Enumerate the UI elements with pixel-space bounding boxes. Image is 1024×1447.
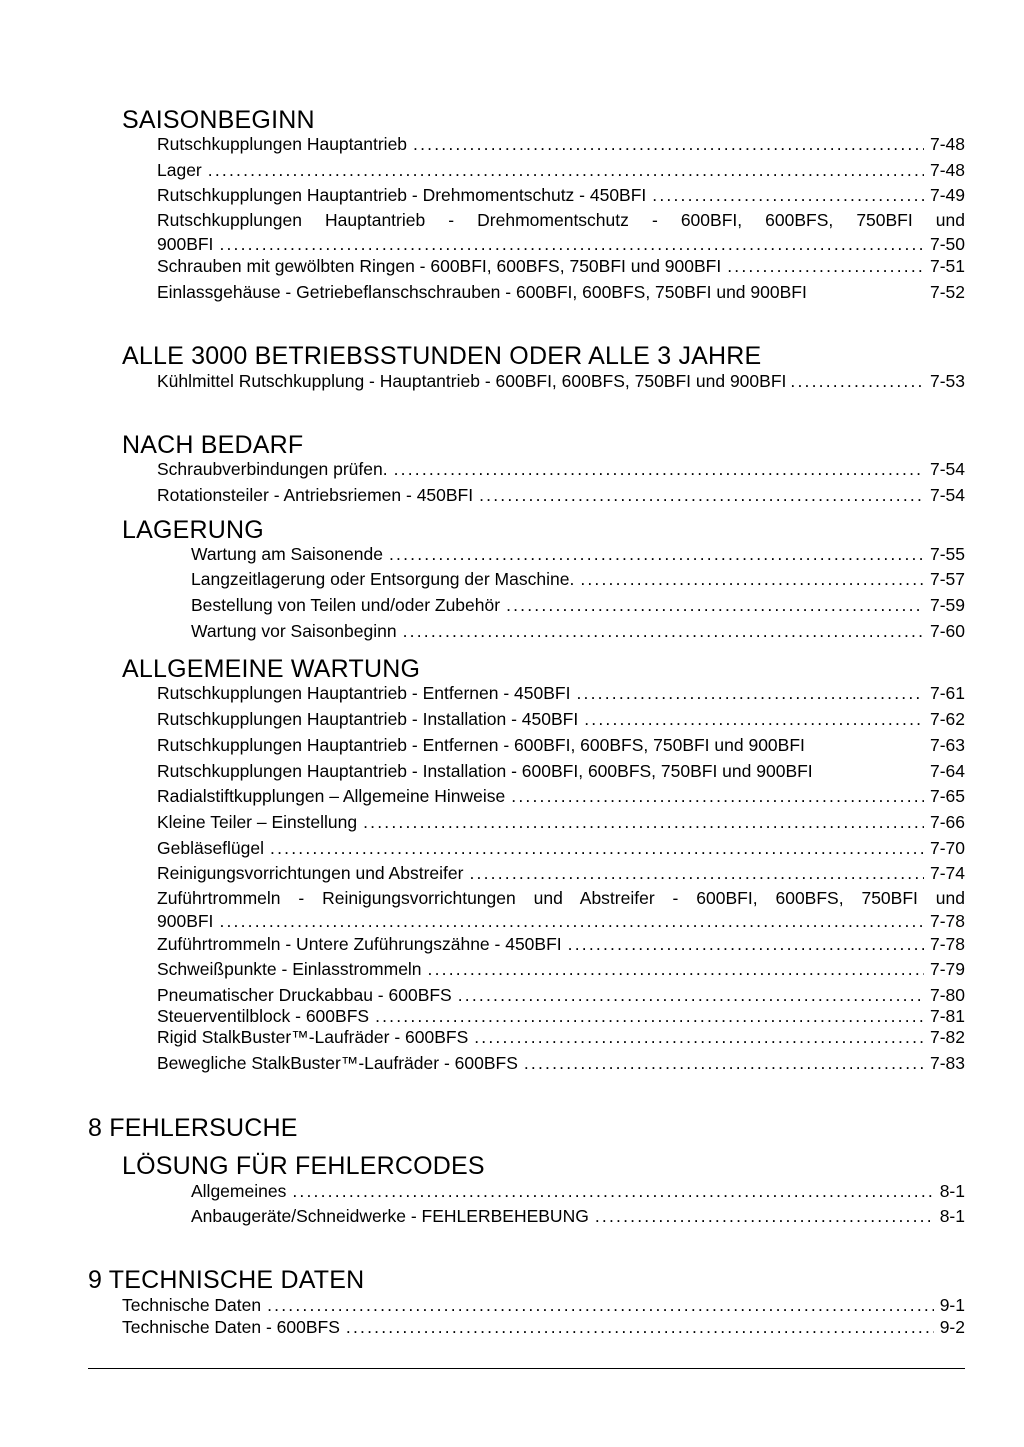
toc-entry-title: Reinigungsvorrichtungen und Abstreifer — [157, 863, 464, 883]
chapter-heading-9: 9 TECHNISCHE DATEN — [88, 1266, 365, 1294]
toc-entry-page: 9-1 — [939, 1295, 965, 1315]
toc-leader — [524, 1052, 924, 1074]
toc-entry-page: 7-66 — [929, 812, 965, 832]
toc-entry[interactable] — [157, 760, 965, 782]
toc-entry[interactable] — [157, 458, 965, 480]
toc-entry-page: 8-1 — [939, 1206, 965, 1226]
toc-entry[interactable] — [157, 862, 965, 884]
toc-entry-page: 7-48 — [929, 160, 965, 180]
toc-entry-page: 7-78 — [929, 934, 965, 954]
toc-entry-page: 7-70 — [929, 838, 965, 858]
toc-leader — [428, 958, 924, 980]
toc-leader — [458, 984, 924, 1006]
toc-entry-title: Rutschkupplungen Hauptantrieb - Drehmomentschutz - 450BFI — [157, 185, 647, 205]
section-heading-nach-bedarf: NACH BEDARF — [122, 431, 304, 459]
toc-leader — [652, 184, 924, 206]
toc-entry[interactable] — [157, 984, 965, 1006]
toc-entry-title: Bewegliche StalkBuster™-Laufräder - 600BFS — [157, 1053, 518, 1073]
toc-entry-title: Rutschkupplungen Hauptantrieb — [157, 134, 408, 154]
toc-entry-title-cont: 900BFI — [157, 234, 214, 254]
toc-entry[interactable] — [191, 620, 965, 642]
toc-entry-page: 7-51 — [929, 256, 965, 276]
toc-entry[interactable] — [157, 785, 965, 807]
toc-leader — [363, 811, 924, 833]
toc-entry-page: 7-53 — [929, 371, 965, 391]
toc-entry[interactable] — [157, 184, 965, 206]
toc-leader — [292, 1180, 933, 1202]
toc-entry-title: Rutschkupplungen Hauptantrieb - Entfernen - 600BFI, 600BFS, 750BFI und 900BFI — [157, 735, 805, 755]
toc-entry-page: 7-54 — [929, 485, 965, 505]
toc-entry-title: Anbaugeräte/Schneidwerke - FEHLERBEHEBUNG — [191, 1206, 589, 1226]
toc-entry[interactable] — [157, 159, 965, 181]
toc-entry[interactable] — [157, 281, 965, 303]
toc-entry-title: Schweißpunkte - Einlasstrommeln — [157, 959, 422, 979]
toc-entry-title: Rutschkupplungen Hauptantrieb - Entfernen - 450BFI — [157, 683, 571, 703]
toc-entry-page: 7-61 — [929, 683, 965, 703]
toc-leader — [479, 484, 924, 506]
toc-entry[interactable] — [157, 133, 965, 155]
toc-entry-title: Langzeitlagerung oder Entsorgung der Maschine. — [191, 569, 575, 589]
toc-entry-page: 9-2 — [939, 1317, 965, 1337]
toc-entry[interactable] — [157, 811, 965, 833]
toc-entry-line1[interactable] — [157, 887, 965, 909]
toc-entry-title: Radialstiftkupplungen – Allgemeine Hinweise — [157, 786, 506, 806]
toc-leader — [389, 543, 924, 565]
toc-entry[interactable] — [191, 1205, 965, 1227]
toc-entry-page: 7-81 — [929, 1006, 965, 1026]
toc-entry-title: Technische Daten — [122, 1295, 262, 1315]
toc-entry-title: Pneumatischer Druckabbau - 600BFS — [157, 985, 452, 1005]
toc-entry-page: 7-78 — [929, 911, 965, 931]
toc-entry[interactable] — [191, 1180, 965, 1202]
toc-entry[interactable] — [157, 708, 965, 730]
toc-entry[interactable] — [157, 484, 965, 506]
toc-entry-title: Zuführtrommeln - Untere Zuführungszähne - 450BFI — [157, 934, 562, 954]
toc-entry-title: Kleine Teiler – Einstellung — [157, 812, 358, 832]
section-heading-3000h: ALLE 3000 BETRIEBSSTUNDEN ODER ALLE 3 JAHRE — [122, 342, 762, 370]
section-heading-loesung: LÖSUNG FÜR FEHLERCODES — [122, 1152, 485, 1180]
toc-entry-page: 7-79 — [929, 959, 965, 979]
toc-leader — [219, 233, 924, 255]
toc-entry-title: Bestellung von Teilen und/oder Zubehör — [191, 595, 501, 615]
section-heading-allgemeine-wartung: ALLGEMEINE WARTUNG — [122, 655, 421, 683]
toc-entry-line2[interactable] — [157, 233, 965, 255]
toc-entry-page: 7-59 — [929, 595, 965, 615]
toc-leader — [403, 620, 924, 642]
toc-entry-title: Rutschkupplungen Hauptantrieb - Drehmomentschutz - 600BFI, 600BFS, 750BFI und — [157, 210, 965, 230]
toc-entry-page: 7-49 — [929, 185, 965, 205]
toc-entry-title: Allgemeines — [191, 1181, 287, 1201]
toc-leader — [346, 1316, 934, 1338]
toc-entry-line1[interactable] — [157, 209, 965, 231]
toc-entry-title: Zuführtrommeln - Reinigungsvorrichtungen und Abstreifer - 600BFI, 600BFS, 750BFI und — [157, 888, 965, 908]
toc-entry-page: 7-55 — [929, 544, 965, 564]
toc-entry-title-cont: 900BFI — [157, 911, 214, 931]
toc-entry-page: 7-74 — [929, 863, 965, 883]
toc-leader — [267, 1294, 934, 1316]
toc-entry-title: Lager — [157, 160, 202, 180]
toc-entry[interactable] — [122, 1316, 965, 1338]
toc-entry-title: Rigid StalkBuster™-Laufräder - 600BFS — [157, 1027, 469, 1047]
toc-leader — [584, 708, 924, 730]
toc-entry[interactable] — [157, 370, 965, 392]
toc-entry-title: Technische Daten - 600BFS — [122, 1317, 340, 1337]
toc-entry-page: 7-57 — [929, 569, 965, 589]
toc-entry[interactable] — [191, 568, 965, 590]
toc-entry-page: 7-62 — [929, 709, 965, 729]
footer-rule — [88, 1368, 965, 1369]
toc-leader — [727, 255, 924, 277]
toc-leader — [790, 370, 926, 392]
toc-entry[interactable] — [157, 1052, 965, 1074]
toc-entry-page: 7-52 — [929, 282, 965, 302]
toc-entry-page: 7-80 — [929, 985, 965, 1005]
toc-entry-page: 7-64 — [929, 761, 965, 781]
toc-entry[interactable] — [157, 255, 965, 277]
toc-entry-title: Rutschkupplungen Hauptantrieb - Installation - 600BFI, 600BFS, 750BFI und 900BFI — [157, 761, 813, 781]
toc-entry-line2[interactable] — [157, 910, 965, 932]
toc-entry-page: 8-1 — [939, 1181, 965, 1201]
toc-entry-title: Rotationsteiler - Antriebsriemen - 450BFI — [157, 485, 474, 505]
toc-leader — [580, 568, 924, 590]
toc-entry[interactable] — [157, 958, 965, 980]
toc-entry-title: Kühlmittel Rutschkupplung - Hauptantrieb - 600BFI, 600BFS, 750BFI und 900BFI — [157, 371, 787, 391]
toc-entry-page: 7-50 — [929, 234, 965, 254]
toc-entry[interactable] — [157, 1026, 965, 1048]
toc-entry[interactable] — [157, 682, 965, 704]
toc-entry-title: Schrauben mit gewölbten Ringen - 600BFI, 600BFS, 750BFI und 900BFI — [157, 256, 722, 276]
toc-entry-page: 7-48 — [929, 134, 965, 154]
toc-leader — [576, 682, 924, 704]
toc-leader — [469, 862, 924, 884]
toc-entry-title: Schraubverbindungen prüfen. — [157, 459, 388, 479]
toc-leader — [270, 837, 924, 859]
chapter-heading-8: 8 FEHLERSUCHE — [88, 1114, 298, 1142]
toc-leader — [375, 1005, 924, 1027]
toc-entry-page: 7-54 — [929, 459, 965, 479]
toc-leader — [506, 594, 924, 616]
toc-entry[interactable] — [191, 594, 965, 616]
toc-entry-title: Gebläseflügel — [157, 838, 265, 858]
toc-entry-page: 7-60 — [929, 621, 965, 641]
toc-entry-title: Wartung am Saisonende — [191, 544, 383, 564]
toc-entry-title: Rutschkupplungen Hauptantrieb - Installation - 450BFI — [157, 709, 579, 729]
toc-entry-page: 7-83 — [929, 1053, 965, 1073]
toc-leader — [474, 1026, 924, 1048]
toc-leader — [595, 1205, 934, 1227]
section-heading-saisonbeginn: SAISONBEGINN — [122, 106, 315, 134]
toc-leader — [394, 458, 924, 480]
toc-entry[interactable] — [191, 543, 965, 565]
toc-leader — [568, 933, 924, 955]
toc-entry-title: Wartung vor Saisonbeginn — [191, 621, 397, 641]
toc-leader — [511, 785, 924, 807]
toc-entry-title: Einlassgehäuse - Getriebeflanschschrauben - 600BFI, 600BFS, 750BFI und 900BFI — [157, 282, 807, 302]
toc-entry[interactable] — [157, 933, 965, 955]
toc-leader — [208, 159, 924, 181]
toc-entry[interactable] — [157, 734, 965, 756]
toc-entry-page: 7-65 — [929, 786, 965, 806]
toc-entry[interactable] — [122, 1294, 965, 1316]
toc-entry-page: 7-82 — [929, 1027, 965, 1047]
toc-entry-page: 7-63 — [929, 735, 965, 755]
section-heading-lagerung: LAGERUNG — [122, 516, 264, 544]
toc-entry[interactable] — [157, 837, 965, 859]
toc-leader — [219, 910, 924, 932]
toc-entry[interactable] — [157, 1005, 965, 1027]
toc-leader — [413, 133, 924, 155]
toc-entry-title: Steuerventilblock - 600BFS — [157, 1006, 370, 1026]
